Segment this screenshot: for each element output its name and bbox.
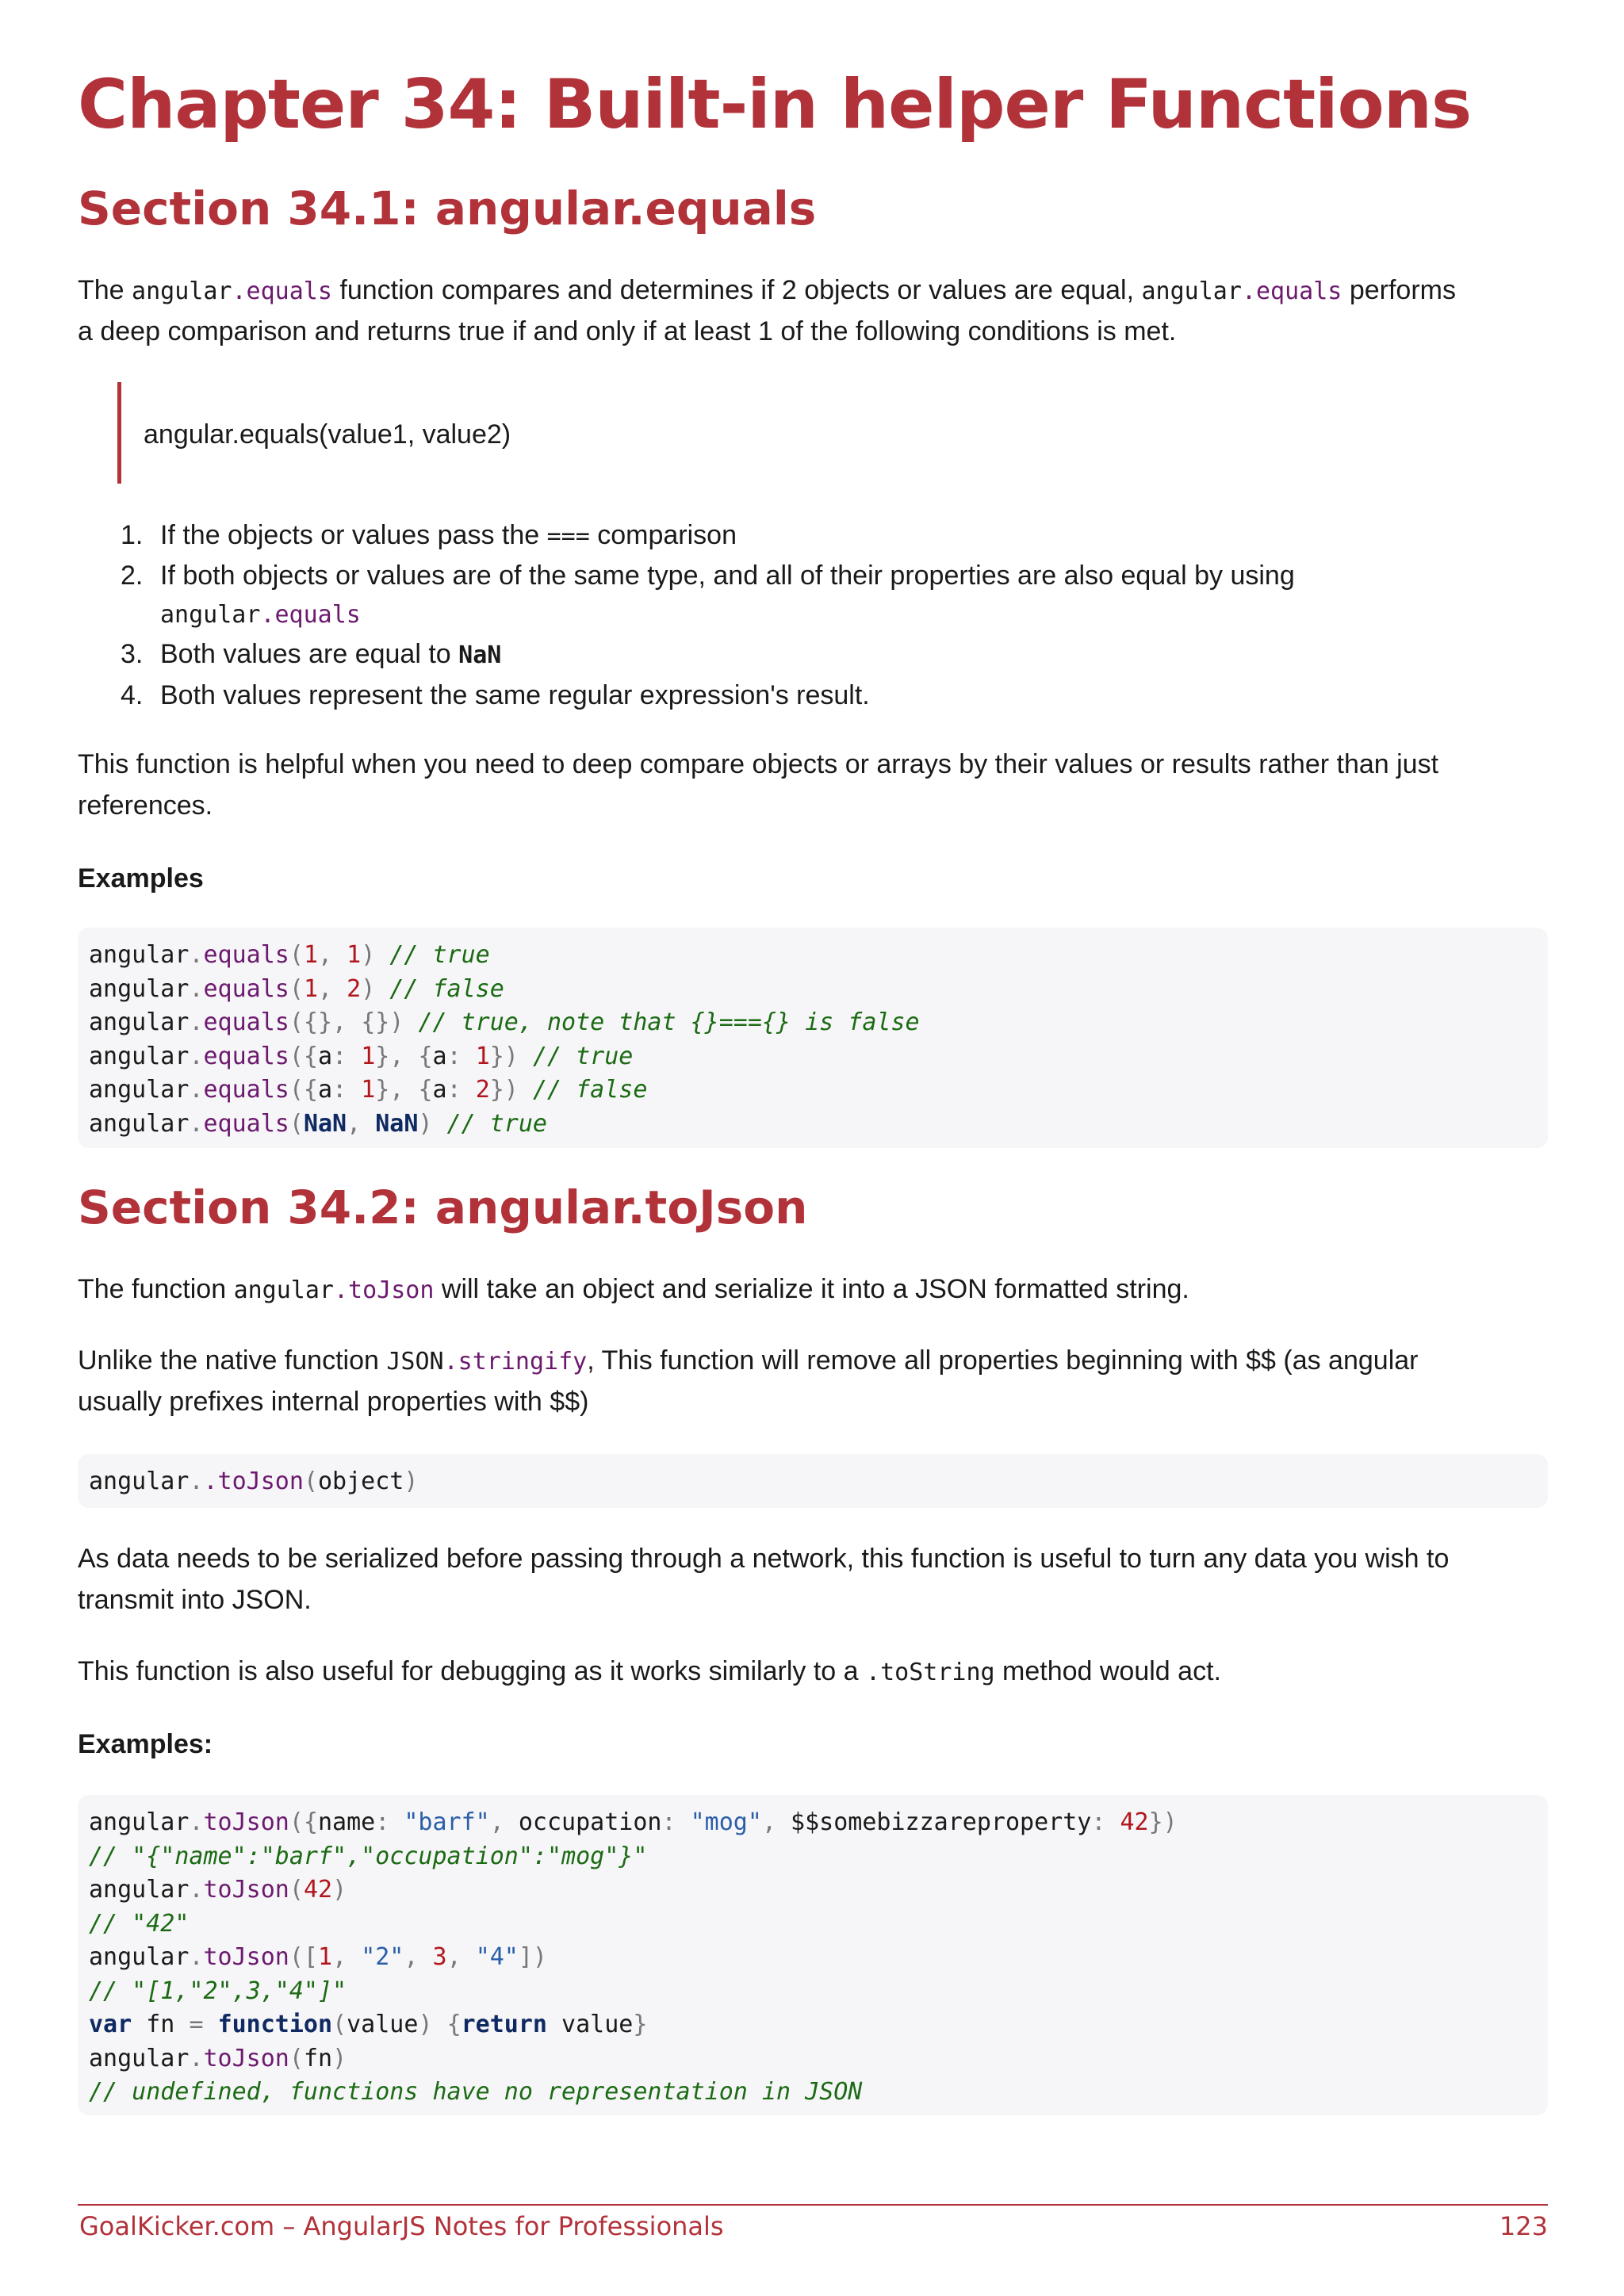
section-title-equals: Section 34.1: angular.equals: [78, 182, 817, 235]
equals-code-block: angular.equals(1, 1) // true angular.equals(1, 2) // false angular.equals({}, {}) // true, note that {}==={} is false angular.equals({a: 1}, {a: 1}) // true angular.equals({a: 1}, {a: 2}) // false angular.equals(NaN, NaN) // true: [78, 928, 1548, 1148]
tojson-intro: The function angular.toJson will take an object and serialize it into a JSON formatted string.: [78, 1274, 1189, 1304]
signature-text: angular.equals(value1, value2): [144, 419, 511, 450]
tojson-signature-block: angular..toJson(object): [78, 1454, 1548, 1508]
list-item: 2. If both objects or values are of the same type, and all of their properties are also equal by using angular.equals: [121, 561, 1295, 629]
equals-summary-line2: references.: [78, 790, 213, 821]
chapter-title: Chapter 34: Built-in helper Functions: [78, 65, 1472, 144]
tojson-debug: This function is also useful for debugging as it works similarly to a .toString method would act.: [78, 1656, 1221, 1686]
examples-heading: Examples: [78, 863, 204, 894]
section-title-tojson: Section 34.2: angular.toJson: [78, 1181, 808, 1234]
equals-summary-line1: This function is helpful when you need to deep compare objects or arrays by their values or results rather than just: [78, 749, 1439, 779]
signature-blockquote: [117, 382, 1469, 484]
tojson-network-line2: transmit into JSON.: [78, 1585, 312, 1615]
examples-heading-2: Examples:: [78, 1729, 213, 1759]
conditions-list: [78, 515, 1548, 715]
equals-intro-line2: a deep comparison and returns true if and only if at least 1 of the following conditions is met.: [78, 316, 1177, 346]
equals-intro-line1: The angular.equals function compares and determines if 2 objects or values are equal, angular.equals performs: [78, 275, 1456, 305]
footer-source: GoalKicker.com – AngularJS Notes for Professionals: [79, 2211, 724, 2241]
tojson-unlike-line2: usually prefixes internal properties with $$): [78, 1387, 589, 1417]
footer-divider: [78, 2204, 1548, 2206]
page-number: 123: [1499, 2211, 1548, 2241]
list-item: 4. Both values represent the same regular expression's result.: [121, 680, 870, 710]
tojson-unlike-line1: Unlike the native function JSON.stringify, This function will remove all properties beginning with $$ (as angular: [78, 1345, 1419, 1376]
list-item: 1. If the objects or values pass the === comparison: [121, 520, 737, 550]
tojson-network-line1: As data needs to be serialized before passing through a network, this function is useful to turn any data you wish to: [78, 1544, 1450, 1574]
tojson-code-block: angular.toJson({name: "barf", occupation: "mog", $$somebizzareproperty: 42}) // "{"name":"barf","occupation":"mog"}" angular.toJson(42) // "42" angular.toJson([1, "2", 3, "4"]) // "[1,"2",3,"4"]" var fn = function(value) {return value} angular.toJson(fn) // undefined, functions have no representation in JSON: [78, 1795, 1548, 2115]
list-item: 3. Both values are equal to NaN: [121, 639, 502, 669]
